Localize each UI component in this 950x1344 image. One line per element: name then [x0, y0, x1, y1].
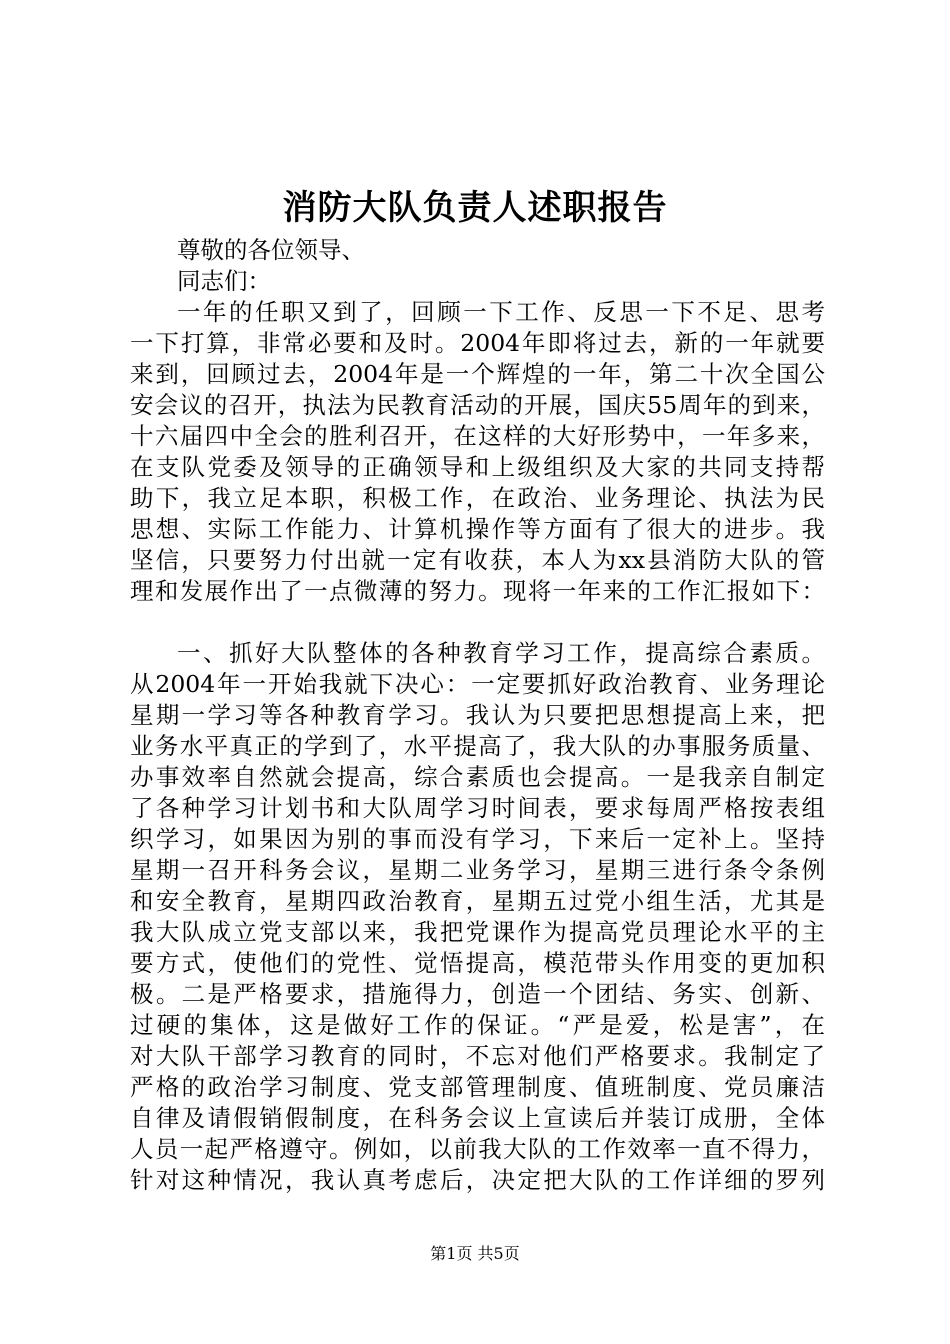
- paragraph-line: 了各种学习计划书和大队周学习时间表，要求每周严格按表组: [130, 794, 825, 822]
- paragraph-line: 在支队党委及领导的正确领导和上级组织及大家的共同支持帮: [130, 453, 825, 481]
- paragraph-line: 助下，我立足本职，积极工作，在政治、业务理论、执法为民: [130, 484, 825, 512]
- paragraph-line: 一年的任职又到了，回顾一下工作、反思一下不足、思考: [177, 298, 825, 326]
- paragraph-line: 织学习，如果因为别的事而没有学习，下来后一定补上。坚持: [130, 825, 825, 853]
- paragraph-line: 人员一起严格遵守。例如，以前我大队的工作效率一直不得力，: [130, 1135, 825, 1163]
- document-body: [130, 235, 825, 1196]
- paragraph-line: 理和发展作出了一点微薄的努力。现将一年来的工作汇报如下：: [130, 577, 825, 605]
- paragraph-line: 安会议的召开，执法为民教育活动的开展，国庆55周年的到来，: [130, 391, 825, 419]
- paragraph-line: 和安全教育，星期四政治教育，星期五过党小组生活，尤其是: [130, 887, 825, 915]
- document-title: 消防大队负责人述职报告: [282, 188, 668, 228]
- paragraph-line: 办事效率自然就会提高，综合素质也会提高。一是我亲自制定: [130, 763, 825, 791]
- paragraph-line: 尊敬的各位领导、: [177, 236, 365, 264]
- paragraph-line: 针对这种情况，我认真考虑后，决定把大队的工作详细的罗列: [130, 1166, 825, 1194]
- paragraph-line: 一下打算，非常必要和及时。2004年即将过去，新的一年就要: [130, 329, 825, 357]
- paragraph-line: 来到，回顾过去，2004年是一个辉煌的一年，第二十次全国公: [130, 360, 825, 388]
- paragraph-line: 业务水平真正的学到了，水平提高了，我大队的办事服务质量、: [130, 732, 825, 760]
- paragraph-line: 一、抓好大队整体的各种教育学习工作，提高综合素质。: [177, 639, 825, 667]
- paragraph-line: 严格的政治学习制度、党支部管理制度、值班制度、党员廉洁: [130, 1073, 825, 1101]
- paragraph-line: 过硬的集体，这是做好工作的保证。“严是爱，松是害”，在: [130, 1011, 825, 1039]
- paragraph-line: 坚信，只要努力付出就一定有收获，本人为xx县消防大队的管: [130, 546, 825, 574]
- paragraph-line: 星期一召开科务会议，星期二业务学习，星期三进行条令条例: [130, 856, 825, 884]
- paragraph-line: 我大队成立党支部以来，我把党课作为提高党员理论水平的主: [130, 918, 825, 946]
- paragraph-line: 思想、实际工作能力、计算机操作等方面有了很大的进步。我: [130, 515, 825, 543]
- paragraph-line: 十六届四中全会的胜利召开，在这样的大好形势中，一年多来，: [130, 422, 825, 450]
- paragraph-line: 星期一学习等各种教育学习。我认为只要把思想提高上来，把: [130, 701, 825, 729]
- blank-line: [130, 607, 825, 638]
- paragraph-line: 要方式，使他们的党性、觉悟提高，模范带头作用变的更加积: [130, 949, 825, 977]
- paragraph-line: 极。二是严格要求，措施得力，创造一个团结、务实、创新、: [130, 980, 825, 1008]
- paragraph-line: 自律及请假销假制度，在科务会议上宣读后并装订成册，全体: [130, 1104, 825, 1132]
- paragraph-line: 对大队干部学习教育的同时，不忘对他们严格要求。我制定了: [130, 1042, 825, 1070]
- page-footer: 第1页 共5页: [430, 1244, 520, 1263]
- paragraph-line: 从2004年一开始我就下决心：一定要抓好政治教育、业务理论: [130, 670, 825, 698]
- paragraph-line: 同志们：: [177, 267, 271, 295]
